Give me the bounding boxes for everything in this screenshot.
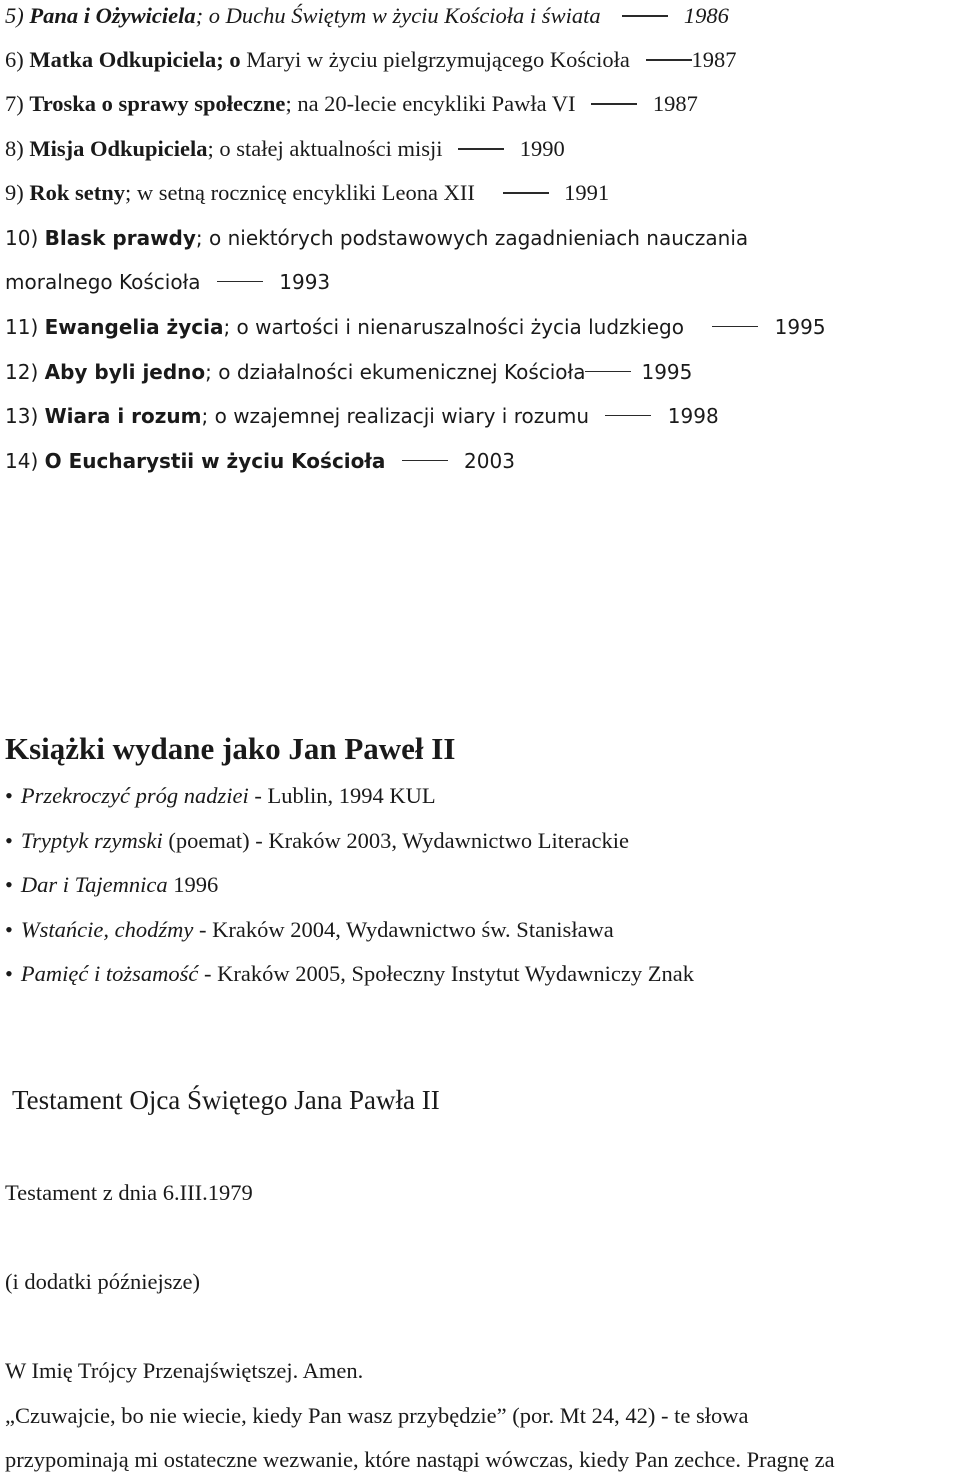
book-item xyxy=(5,781,436,811)
encyclical-title: Pana i Ożywiciela xyxy=(29,3,196,28)
testament-date: Testament z dnia 6.III.1979 xyxy=(5,1180,253,1205)
em-dash xyxy=(217,281,263,283)
book-title: Przekroczyć próg nadziei xyxy=(20,783,249,808)
book-details: - Kraków 2005, Społeczny Instytut Wydawniczy Znak xyxy=(198,961,694,986)
em-dash xyxy=(503,192,549,194)
encyclical-item xyxy=(5,446,515,476)
encyclical-item-continuation xyxy=(5,267,330,297)
encyclical-title: Troska o sprawy społeczne xyxy=(29,91,286,116)
encyclical-year: 1995 xyxy=(641,360,693,384)
book-details: (poemat) - Kraków 2003, Wydawnictwo Literackie xyxy=(162,828,629,853)
em-dash xyxy=(622,15,668,17)
encyclical-description: ; o Duchu Świętym w życiu Kościoła i świata xyxy=(195,3,601,28)
bullet-icon: • xyxy=(5,783,13,808)
encyclical-item xyxy=(5,357,692,387)
em-dash xyxy=(458,148,504,150)
item-number: 7) xyxy=(5,91,24,116)
encyclical-description: ; o wartości i nienaruszalności życia ludzkiego xyxy=(223,315,684,339)
encyclical-item xyxy=(5,1,729,31)
encyclical-description: ; o niektórych podstawowych zagadnieniach nauczania xyxy=(195,226,749,250)
book-title: Wstańcie, chodźmy xyxy=(20,917,194,942)
em-dash xyxy=(591,103,637,105)
encyclical-year: 1990 xyxy=(519,136,565,161)
encyclical-year: 1987 xyxy=(691,47,737,72)
book-details: 1996 xyxy=(167,872,219,897)
encyclical-description: Maryi w życiu pielgrzymującego Kościoła xyxy=(240,47,630,72)
item-number: 11) xyxy=(5,315,39,339)
bullet-icon: • xyxy=(5,872,13,897)
encyclical-year: 2003 xyxy=(464,449,515,473)
encyclical-title: O Eucharystii w życiu Kościoła xyxy=(44,449,386,473)
testament-heading: Testament Ojca Świętego Jana Pawła II xyxy=(12,1085,440,1115)
encyclical-title: Ewangelia życia xyxy=(44,315,224,339)
encyclical-title: Misja Odkupiciela xyxy=(29,136,208,161)
em-dash xyxy=(402,460,448,462)
encyclical-description: moralnego Kościoła xyxy=(5,270,201,294)
item-number: 8) xyxy=(5,136,24,161)
bullet-icon: • xyxy=(5,828,13,853)
encyclical-title: Aby byli jedno xyxy=(44,360,206,384)
book-details: - Lublin, 1994 KUL xyxy=(248,783,436,808)
encyclical-description: ; w setną rocznicę encykliki Leona XII xyxy=(125,180,475,205)
item-number: 5) xyxy=(5,3,24,28)
item-number: 6) xyxy=(5,47,24,72)
encyclical-year: 1987 xyxy=(652,91,698,116)
bullet-icon: • xyxy=(5,917,13,942)
encyclical-description: ; na 20-lecie encykliki Pawła VI xyxy=(285,91,576,116)
book-item xyxy=(5,826,629,856)
testament-addenda-note: (i dodatki późniejsze) xyxy=(5,1269,200,1294)
encyclical-year: 1986 xyxy=(683,3,729,28)
encyclical-item xyxy=(5,401,719,431)
em-dash xyxy=(712,326,758,328)
encyclical-item xyxy=(5,89,698,119)
encyclical-item xyxy=(5,178,609,208)
book-item xyxy=(5,870,218,900)
item-number: 13) xyxy=(5,404,39,428)
em-dash xyxy=(646,59,692,61)
encyclical-year: 1991 xyxy=(564,180,610,205)
encyclical-year: 1998 xyxy=(667,404,719,428)
books-heading: Książki wydane jako Jan Paweł II xyxy=(5,731,456,766)
testament-text-line: przypominają mi ostateczne wezwanie, które nastąpi wówczas, kiedy Pan zechce. Pragnę za xyxy=(5,1447,835,1472)
encyclical-title: Matka Odkupiciela; o xyxy=(29,47,241,72)
book-item xyxy=(5,959,694,989)
encyclical-description: ; o wzajemnej realizacji wiary i rozumu xyxy=(201,404,590,428)
item-number: 9) xyxy=(5,180,24,205)
encyclical-description: ; o stałej aktualności misji xyxy=(207,136,443,161)
encyclical-item xyxy=(5,45,737,75)
encyclical-title: Wiara i rozum xyxy=(44,404,202,428)
encyclical-item xyxy=(5,223,748,253)
bullet-icon: • xyxy=(5,961,13,986)
em-dash xyxy=(605,415,651,417)
book-title: Dar i Tajemnica xyxy=(20,872,168,897)
book-title: Pamięć i tożsamość xyxy=(20,961,199,986)
item-number: 12) xyxy=(5,360,39,384)
encyclical-title: Rok setny xyxy=(29,180,126,205)
encyclical-item xyxy=(5,134,565,164)
testament-text-line: W Imię Trójcy Przenajświętszej. Amen. xyxy=(5,1358,364,1383)
encyclical-year: 1993 xyxy=(279,270,331,294)
testament-text-line: „Czuwajcie, bo nie wiecie, kiedy Pan wasz przybędzie” (por. Mt 24, 42) - te słowa xyxy=(5,1403,749,1428)
book-title: Tryptyk rzymski xyxy=(20,828,163,853)
book-item xyxy=(5,915,614,945)
em-dash xyxy=(585,371,631,373)
encyclical-description: ; o działalności ekumenicznej Kościoła xyxy=(205,360,586,384)
item-number: 14) xyxy=(5,449,39,473)
encyclical-item xyxy=(5,312,826,342)
encyclical-title: Blask prawdy xyxy=(44,226,196,250)
item-number: 10) xyxy=(5,226,39,250)
encyclical-year: 1995 xyxy=(774,315,826,339)
book-details: - Kraków 2004, Wydawnictwo św. Stanisława xyxy=(193,917,614,942)
